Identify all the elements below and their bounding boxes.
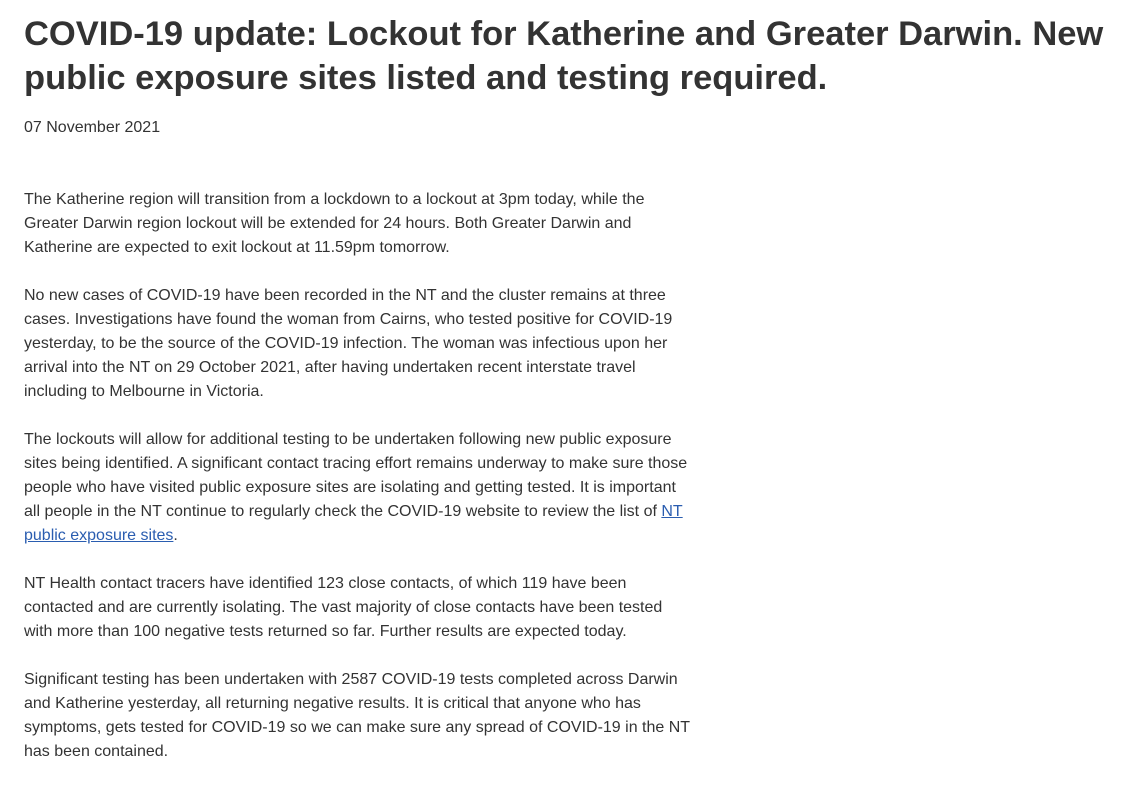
exposure-sites-link[interactable]: NT public exposure sites — [24, 503, 683, 544]
article-body — [24, 188, 694, 788]
publish-date: 07 November 2021 — [24, 119, 161, 136]
paragraph-exposure-sites — [24, 428, 694, 548]
paragraph-testing: Significant testing has been undertaken with 2587 COVID-19 tests completed across Darwin and Katherine yesterday, all returning negative results. It is critical that anyone who has symptoms, gets tested for COVID-19 so we can make sure any spread of COVID-19 in the NT has been contained. — [24, 671, 690, 760]
page-title: COVID-19 update: Lockout for Katherine and Greater Darwin. New public exposure sites listed and testing required. — [24, 15, 1104, 97]
paragraph-lockout: The Katherine region will transition from a lockdown to a lockout at 3pm today, while the Greater Darwin region lockout will be extended for 24 hours. Both Greater Darwin and Katherine are expected to exit lockout at 11.59pm tomorrow. — [24, 191, 645, 256]
paragraph-contacts: NT Health contact tracers have identified 123 close contacts, of which 119 have been contacted and are currently isolating. The vast majority of close contacts have been tested with more than 100 negative tests returned so far. Further results are expected today. — [24, 575, 663, 640]
paragraph-exposure-text: The lockouts will allow for additional testing to be undertaken following new public exposure sites being identified. A significant contact tracing effort remains underway to make sure those people who have visited public exposure sites are isolating and getting tested. It is important all people in the NT continue to regularly check the COVID-19 website to review the list of — [24, 431, 688, 520]
paragraph-cases: No new cases of COVID-19 have been recorded in the NT and the cluster remains at three cases. Investigations have found the woman from Cairns, who tested positive for COVID-19 yesterday, to be the source of the COVID-19 infection. The woman was infectious upon her arrival into the NT on 29 October 2021, after having undertaken recent interstate travel including to Melbourne in Victoria. — [24, 287, 673, 400]
paragraph-exposure-end: . — [173, 527, 178, 544]
